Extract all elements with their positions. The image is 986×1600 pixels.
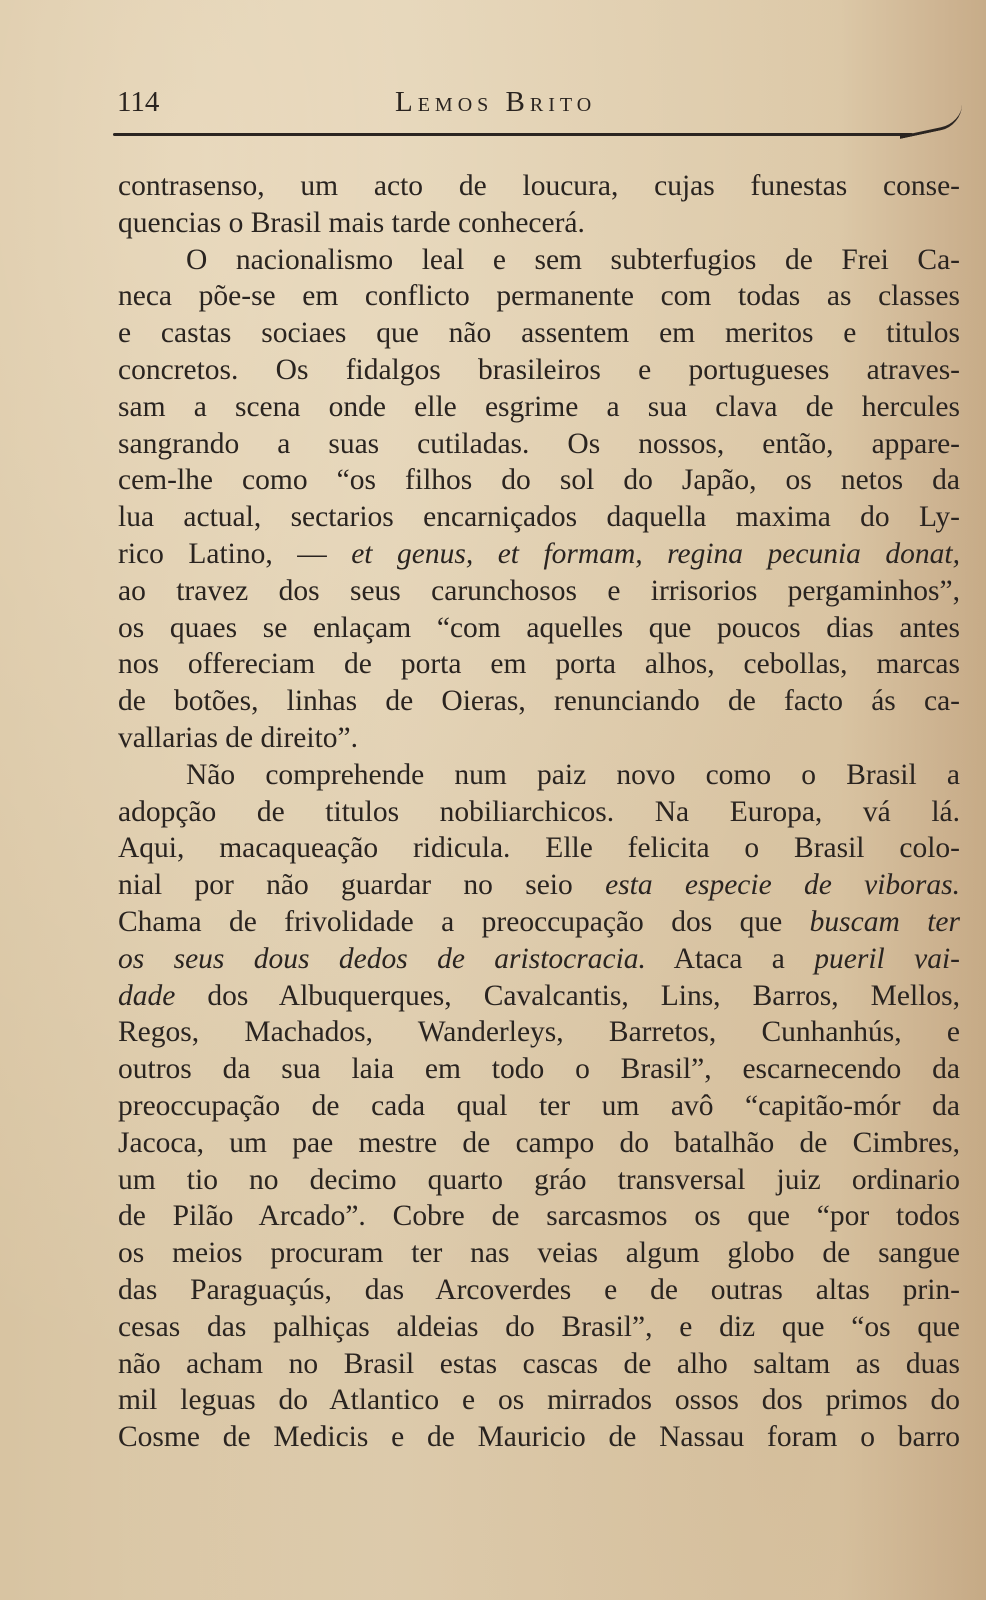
running-title: Lemos Brito <box>395 86 597 118</box>
text-line: rico Latino, — et genus, et formam, regina pecunia donat, <box>118 537 960 570</box>
running-head <box>117 86 967 126</box>
text-line: Não comprehende num paiz novo como o Brasil a <box>186 758 960 791</box>
text-line: sangrando a suas cutiladas. Os nossos, então, appare- <box>118 427 960 460</box>
text-line: das Paraguaçús, das Arcoverdes e de outras altas prin- <box>118 1273 960 1306</box>
text-line: vallarias de direito”. <box>118 721 358 754</box>
text-line: O nacionalismo leal e sem subterfugios de Frei Ca- <box>186 243 960 276</box>
header-rule <box>113 133 913 136</box>
italic-phrase: os seus dous dedos de aristocracia. <box>118 942 646 975</box>
text-line: cesas das palhiças aldeias do Brasil”, e diz que “os que <box>118 1310 960 1343</box>
text-line: Regos, Machados, Wanderleys, Barretos, Cunhanhús, e <box>118 1016 960 1049</box>
text-line: lua actual, sectarios encarniçados daquella maxima do Ly- <box>118 501 960 534</box>
page-number: 114 <box>117 86 160 118</box>
text-line: um tio no decimo quarto gráo transversal juiz ordinario <box>118 1163 960 1196</box>
text-line: dade dos Albuquerques, Cavalcantis, Lins, Barros, Mellos, <box>118 979 960 1012</box>
text-line: ao travez dos seus carunchosos e irrisorios pergaminhos”, <box>118 574 960 607</box>
text-line: Chama de frivolidade a preoccupação dos que buscam ter <box>118 905 960 938</box>
italic-phrase: pueril vai- <box>814 942 960 975</box>
text-line: Jacoca, um pae mestre de campo do batalhão de Cimbres, <box>118 1126 960 1159</box>
italic-phrase: buscam ter <box>809 905 960 938</box>
body-text <box>118 168 960 1456</box>
text-line: de botões, linhas de Oieras, renunciando de facto ás ca- <box>118 685 960 718</box>
text-line: os seus dous dedos de aristocracia. Ataca a pueril vai- <box>118 942 960 975</box>
text-line: mil leguas do Atlantico e os mirrados ossos dos primos do <box>118 1384 960 1417</box>
text-line: neca põe-se em conflicto permanente com todas as classes <box>118 280 960 313</box>
text-line: os quaes se enlaçam “com aquelles que poucos dias antes <box>118 611 960 644</box>
text-line: e castas sociaes que não assentem em meritos e titulos <box>118 317 960 350</box>
text-line: sam a scena onde elle esgrime a sua clava de hercules <box>118 390 960 423</box>
text-line: concretos. Os fidalgos brasileiros e portugueses atraves- <box>118 353 960 386</box>
text-line: os meios procuram ter nas veias algum globo de sangue <box>118 1237 960 1270</box>
text-line: Cosme de Medicis e de Mauricio de Nassau foram o barro <box>118 1421 960 1454</box>
text-line: nial por não guardar no seio esta especie de viboras. <box>118 869 960 902</box>
text-line: nos offereciam de porta em porta alhos, cebollas, marcas <box>118 648 960 681</box>
text-line: preoccupação de cada qual ter um avô “capitão-mór da <box>118 1089 960 1122</box>
text-line: quencias o Brasil mais tarde conhecerá. <box>118 206 585 239</box>
text-line: contrasenso, um acto de loucura, cujas funestas conse- <box>118 170 960 202</box>
text-line: não acham no Brasil estas cascas de alho saltam as duas <box>118 1347 960 1380</box>
text-line: adopção de titulos nobiliarchicos. Na Europa, vá lá. <box>118 795 960 828</box>
text-line: de Pilão Arcado”. Cobre de sarcasmos os que “por todos <box>118 1200 960 1233</box>
italic-phrase: esta especie de viboras. <box>605 869 960 902</box>
text-line: cem-lhe como “os filhos do sol do Japão, os netos da <box>118 464 960 497</box>
text-line: Aqui, macaqueação ridicula. Elle felicita o Brasil colo- <box>118 832 960 865</box>
text-line: outros da sua laia em todo o Brasil”, escarnecendo da <box>118 1053 960 1086</box>
italic-phrase: dade <box>118 979 176 1012</box>
latin-quote: et genus, et formam, regina pecunia donat, <box>351 537 960 570</box>
